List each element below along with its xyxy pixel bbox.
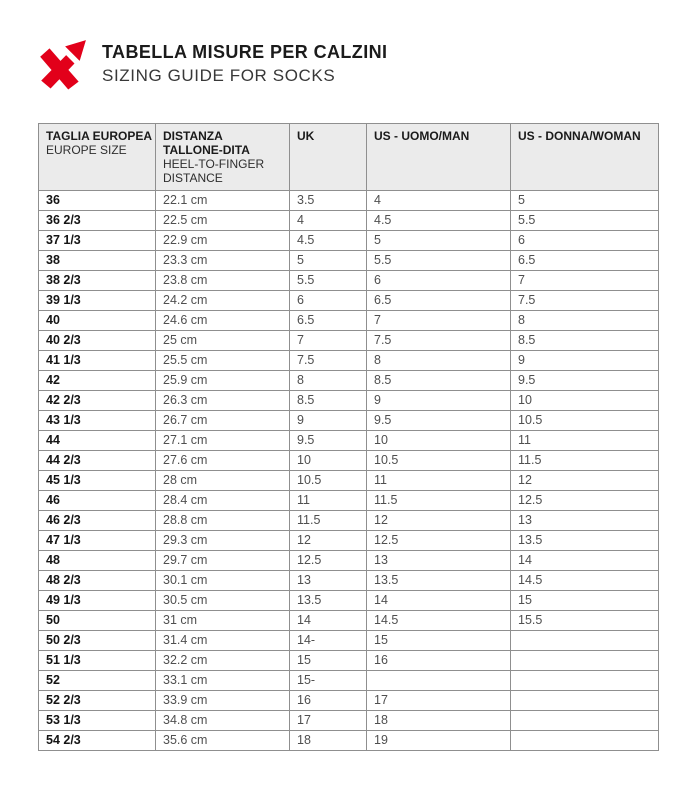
- table-cell: 5: [367, 230, 511, 250]
- column-subtitle: EUROPE SIZE: [46, 143, 127, 158]
- table-row: [39, 370, 659, 390]
- table-cell: [511, 690, 659, 710]
- table-cell: 43 1/3: [39, 410, 156, 430]
- table-row: [39, 710, 659, 730]
- table-cell: 9.5: [290, 430, 367, 450]
- table-cell: 8: [511, 310, 659, 330]
- table-cell: 11: [511, 430, 659, 450]
- table-cell: 44: [39, 430, 156, 450]
- table-cell: 25.5 cm: [156, 350, 290, 370]
- table-cell: 13.5: [290, 590, 367, 610]
- table-row: [39, 410, 659, 430]
- table-cell: 5.5: [511, 210, 659, 230]
- table-row: [39, 590, 659, 610]
- table-cell: 50: [39, 610, 156, 630]
- table-cell: 38 2/3: [39, 270, 156, 290]
- column-title: TAGLIA EUROPEA: [46, 129, 153, 143]
- page-title: TABELLA MISURE PER CALZINI: [102, 42, 388, 62]
- table-cell: 33.1 cm: [156, 670, 290, 690]
- table-row: [39, 570, 659, 590]
- table-cell: 13: [290, 570, 367, 590]
- table-cell: 32.2 cm: [156, 650, 290, 670]
- table-row: [39, 690, 659, 710]
- table-cell: 14: [511, 550, 659, 570]
- table-cell: 13.5: [367, 570, 511, 590]
- table-cell: 11: [367, 470, 511, 490]
- table-cell: 22.9 cm: [156, 230, 290, 250]
- table-cell: 9.5: [511, 370, 659, 390]
- column-title: US - UOMO/MAN: [374, 129, 470, 143]
- table-row: [39, 350, 659, 370]
- table-cell: 50 2/3: [39, 630, 156, 650]
- table-cell: 11: [290, 490, 367, 510]
- table-cell: 4.5: [290, 230, 367, 250]
- table-cell: [511, 710, 659, 730]
- table-row: [39, 210, 659, 230]
- table-cell: 34.8 cm: [156, 710, 290, 730]
- table-row: [39, 270, 659, 290]
- table-cell: 10.5: [367, 450, 511, 470]
- table-cell: 47 1/3: [39, 530, 156, 550]
- table-cell: 48 2/3: [39, 570, 156, 590]
- table-row: [39, 730, 659, 750]
- table-cell: 14: [367, 590, 511, 610]
- table-cell: 24.2 cm: [156, 290, 290, 310]
- table-cell: 54 2/3: [39, 730, 156, 750]
- table-cell: 45 1/3: [39, 470, 156, 490]
- table-cell: 28 cm: [156, 470, 290, 490]
- table-row: [39, 310, 659, 330]
- table-cell: 15.5: [511, 610, 659, 630]
- table-cell: [511, 630, 659, 650]
- table-cell: 10: [367, 430, 511, 450]
- table-cell: 19: [367, 730, 511, 750]
- brand-header: [36, 38, 700, 90]
- table-cell: 16: [290, 690, 367, 710]
- table-row: [39, 230, 659, 250]
- table-cell: 10: [511, 390, 659, 410]
- table-row: [39, 530, 659, 550]
- table-row: [39, 610, 659, 630]
- column-header-uk: [290, 124, 367, 191]
- table-cell: 42 2/3: [39, 390, 156, 410]
- table-row: [39, 470, 659, 490]
- table-cell: 6: [367, 270, 511, 290]
- table-cell: 12.5: [290, 550, 367, 570]
- table-cell: [511, 730, 659, 750]
- table-cell: 11.5: [511, 450, 659, 470]
- column-header-us-woman: [511, 124, 659, 191]
- table-row: [39, 630, 659, 650]
- table-cell: 30.1 cm: [156, 570, 290, 590]
- table-cell: 29.3 cm: [156, 530, 290, 550]
- table-cell: 8.5: [511, 330, 659, 350]
- table-cell: 23.3 cm: [156, 250, 290, 270]
- table-cell: 28.4 cm: [156, 490, 290, 510]
- table-cell: 14-: [290, 630, 367, 650]
- column-title: UK: [297, 129, 315, 143]
- table-cell: 8: [367, 350, 511, 370]
- table-cell: 25 cm: [156, 330, 290, 350]
- table-cell: 3.5: [290, 190, 367, 210]
- table-cell: 27.1 cm: [156, 430, 290, 450]
- table-row: [39, 550, 659, 570]
- table-cell: 23.8 cm: [156, 270, 290, 290]
- table-row: [39, 250, 659, 270]
- table-cell: 30.5 cm: [156, 590, 290, 610]
- table-cell: 4: [367, 190, 511, 210]
- table-cell: 7: [367, 310, 511, 330]
- table-cell: 5: [511, 190, 659, 210]
- table-row: [39, 510, 659, 530]
- table-cell: 37 1/3: [39, 230, 156, 250]
- table-cell: 6: [511, 230, 659, 250]
- table-cell: 12: [290, 530, 367, 550]
- red-x-arrow-logo-icon: [36, 38, 88, 90]
- table-cell: 11.5: [367, 490, 511, 510]
- table-row: [39, 330, 659, 350]
- column-subtitle: DISTANCE: [163, 171, 223, 186]
- table-cell: 36 2/3: [39, 210, 156, 230]
- table-cell: [511, 650, 659, 670]
- table-cell: 14: [290, 610, 367, 630]
- table-cell: 7.5: [511, 290, 659, 310]
- table-cell: 15: [511, 590, 659, 610]
- table-cell: 17: [367, 690, 511, 710]
- table-cell: 28.8 cm: [156, 510, 290, 530]
- table-cell: 13: [511, 510, 659, 530]
- table-cell: 8: [290, 370, 367, 390]
- table-cell: 9: [367, 390, 511, 410]
- table-cell: 5.5: [290, 270, 367, 290]
- table-cell: 6.5: [511, 250, 659, 270]
- table-cell: 8.5: [367, 370, 511, 390]
- table-cell: 9: [511, 350, 659, 370]
- sock-sizing-table: [38, 123, 659, 751]
- table-cell: 27.6 cm: [156, 450, 290, 470]
- table-cell: 12: [367, 510, 511, 530]
- table-cell: 39 1/3: [39, 290, 156, 310]
- table-cell: 22.1 cm: [156, 190, 290, 210]
- table-row: [39, 390, 659, 410]
- table-cell: 6.5: [290, 310, 367, 330]
- table-cell: 31 cm: [156, 610, 290, 630]
- table-cell: 51 1/3: [39, 650, 156, 670]
- table-cell: 4.5: [367, 210, 511, 230]
- table-row: [39, 450, 659, 470]
- table-cell: 9.5: [367, 410, 511, 430]
- table-cell: 10: [290, 450, 367, 470]
- table-header-row: [39, 124, 659, 191]
- table-cell: 6.5: [367, 290, 511, 310]
- table-cell: 40 2/3: [39, 330, 156, 350]
- table-cell: 33.9 cm: [156, 690, 290, 710]
- table-cell: 44 2/3: [39, 450, 156, 470]
- table-cell: 18: [367, 710, 511, 730]
- table-cell: 5.5: [367, 250, 511, 270]
- table-row: [39, 650, 659, 670]
- table-row: [39, 290, 659, 310]
- table-cell: 13: [367, 550, 511, 570]
- table-cell: 53 1/3: [39, 710, 156, 730]
- table-cell: 38: [39, 250, 156, 270]
- table-cell: 42: [39, 370, 156, 390]
- table-cell: 15-: [290, 670, 367, 690]
- column-header-us-man: [367, 124, 511, 191]
- table-cell: 6: [290, 290, 367, 310]
- table-cell: 8.5: [290, 390, 367, 410]
- table-cell: 18: [290, 730, 367, 750]
- table-cell: 7.5: [290, 350, 367, 370]
- table-cell: 31.4 cm: [156, 630, 290, 650]
- table-cell: 13.5: [511, 530, 659, 550]
- table-cell: 5: [290, 250, 367, 270]
- table-cell: [511, 670, 659, 690]
- table-cell: 22.5 cm: [156, 210, 290, 230]
- table-cell: 46 2/3: [39, 510, 156, 530]
- table-cell: 36: [39, 190, 156, 210]
- table-cell: 35.6 cm: [156, 730, 290, 750]
- table-cell: 12.5: [511, 490, 659, 510]
- table-cell: 29.7 cm: [156, 550, 290, 570]
- table-cell: 52 2/3: [39, 690, 156, 710]
- column-header-eu-size: [39, 124, 156, 191]
- table-cell: 25.9 cm: [156, 370, 290, 390]
- table-cell: 40: [39, 310, 156, 330]
- table-row: [39, 670, 659, 690]
- table-cell: [367, 670, 511, 690]
- table-cell: 41 1/3: [39, 350, 156, 370]
- table-cell: 26.3 cm: [156, 390, 290, 410]
- table-cell: 12.5: [367, 530, 511, 550]
- table-cell: 16: [367, 650, 511, 670]
- column-header-distance: [156, 124, 290, 191]
- table-cell: 24.6 cm: [156, 310, 290, 330]
- column-title: TALLONE-DITA: [163, 143, 250, 158]
- table-cell: 15: [290, 650, 367, 670]
- table-cell: 49 1/3: [39, 590, 156, 610]
- title-block: [102, 42, 387, 86]
- table-cell: 46: [39, 490, 156, 510]
- table-row: [39, 490, 659, 510]
- table-cell: 7: [290, 330, 367, 350]
- table-cell: 14.5: [511, 570, 659, 590]
- table-cell: 10.5: [290, 470, 367, 490]
- table-cell: 14.5: [367, 610, 511, 630]
- table-body: [39, 190, 659, 750]
- column-title: US - DONNA/WOMAN: [518, 129, 641, 143]
- table-cell: 7: [511, 270, 659, 290]
- table-cell: 9: [290, 410, 367, 430]
- table-cell: 7.5: [367, 330, 511, 350]
- table-cell: 10.5: [511, 410, 659, 430]
- column-title: DISTANZA: [163, 129, 223, 143]
- table-cell: 12: [511, 470, 659, 490]
- table-cell: 11.5: [290, 510, 367, 530]
- column-subtitle: HEEL-TO-FINGER: [163, 157, 265, 172]
- table-cell: 48: [39, 550, 156, 570]
- table-cell: 4: [290, 210, 367, 230]
- table-cell: 15: [367, 630, 511, 650]
- table-row: [39, 190, 659, 210]
- table-cell: 52: [39, 670, 156, 690]
- table-row: [39, 430, 659, 450]
- table-cell: 17: [290, 710, 367, 730]
- page-subtitle: SIZING GUIDE FOR SOCKS: [102, 65, 336, 85]
- table-cell: 26.7 cm: [156, 410, 290, 430]
